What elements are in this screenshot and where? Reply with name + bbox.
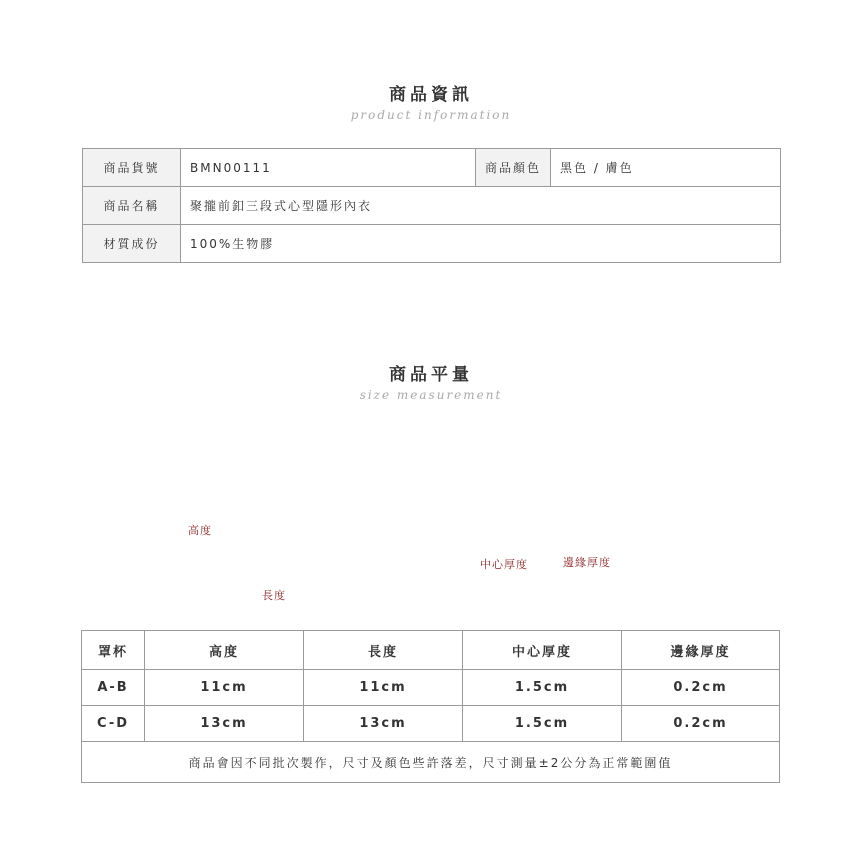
header-height: 高度 [145, 631, 304, 670]
size-section-title: 商品平量 [389, 365, 473, 385]
color-value: 黑色 / 膚色 [551, 149, 781, 187]
size-section-subtitle: size measurement [359, 388, 503, 402]
sku-value: BMN00111 [181, 149, 476, 187]
cell-length: 11cm [304, 670, 463, 706]
header-length: 長度 [304, 631, 463, 670]
cell-edge-thickness: 0.2cm [622, 670, 780, 706]
cell-length: 13cm [304, 706, 463, 742]
name-label: 商品名稱 [83, 187, 181, 225]
cell-cup: A-B [82, 670, 145, 706]
size-table-header [82, 631, 780, 670]
product-info-table [82, 148, 781, 263]
size-note: 商品會因不同批次製作，尺寸及顏色些許落差，尺寸測量±2公分為正常範圍值 [82, 742, 780, 783]
diagram-label-edge-thickness: 邊緣厚度 [563, 556, 611, 569]
cell-height: 13cm [145, 706, 304, 742]
info-section-subtitle: product information [350, 108, 512, 122]
measurement-diagram [0, 470, 862, 610]
material-label: 材質成份 [83, 225, 181, 263]
cell-center-thickness: 1.5cm [463, 706, 622, 742]
name-value: 聚攏前釦三段式心型隱形內衣 [181, 187, 781, 225]
size-table [81, 630, 780, 783]
sku-label: 商品貨號 [83, 149, 181, 187]
info-row-name [83, 187, 781, 225]
header-center-thickness: 中心厚度 [463, 631, 622, 670]
cell-cup: C-D [82, 706, 145, 742]
color-label: 商品顏色 [476, 149, 551, 187]
cell-center-thickness: 1.5cm [463, 670, 622, 706]
cell-height: 11cm [145, 670, 304, 706]
cell-edge-thickness: 0.2cm [622, 706, 780, 742]
size-table-note-row [82, 742, 780, 783]
header-edge-thickness: 邊緣厚度 [622, 631, 780, 670]
info-row-sku [83, 149, 781, 187]
material-value: 100%生物膠 [181, 225, 781, 263]
table-row [82, 706, 780, 742]
info-section-title: 商品資訊 [389, 85, 473, 105]
header-cup: 罩杯 [82, 631, 145, 670]
diagram-label-height: 高度 [188, 524, 212, 537]
diagram-label-length: 長度 [262, 589, 286, 602]
info-row-material [83, 225, 781, 263]
diagram-label-center-thickness: 中心厚度 [480, 558, 528, 571]
table-row [82, 670, 780, 706]
